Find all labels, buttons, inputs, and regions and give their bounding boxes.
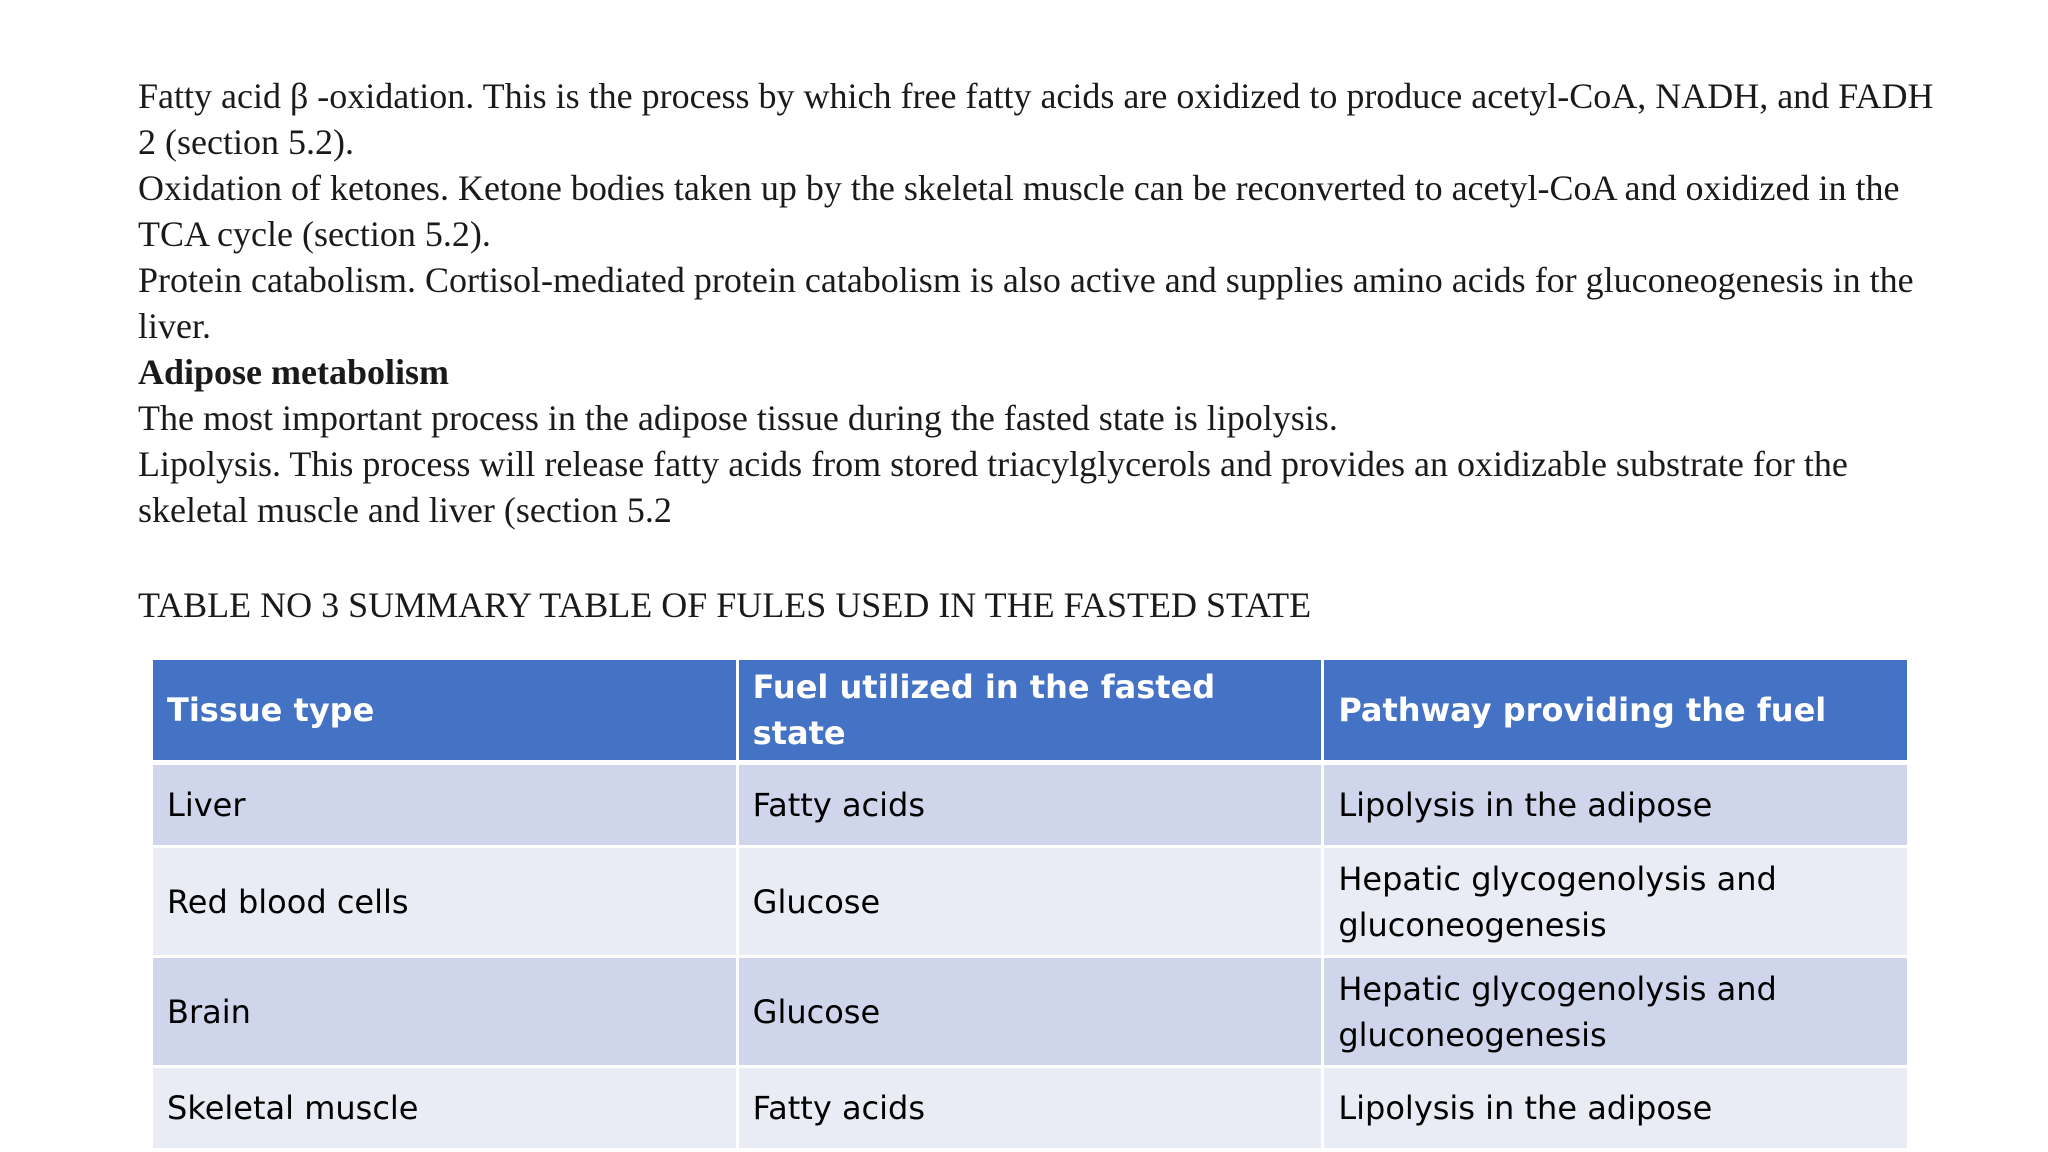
- table-row: [152, 847, 1909, 957]
- table-header-row: [152, 659, 1909, 763]
- table-row: [152, 957, 1909, 1067]
- table-cell-tissue: Liver: [152, 763, 738, 847]
- table-cell-pathway: Lipolysis in the adipose: [1323, 1067, 1909, 1150]
- table-row: [152, 1067, 1909, 1150]
- table-cell-fuel: Fatty acids: [737, 1067, 1323, 1150]
- table-cell-tissue: Red blood cells: [152, 847, 738, 957]
- column-header-fuel: Fuel utilized in the fasted state: [737, 659, 1323, 763]
- paragraph-adipose-intro: The most important process in the adipose tissue during the fasted state is lipolysis.: [138, 398, 1338, 438]
- table-cell-fuel: Glucose: [737, 957, 1323, 1067]
- fuel-summary-table: [150, 657, 1910, 1151]
- section-heading-adipose: Adipose metabolism: [138, 352, 450, 392]
- body-text: [138, 73, 1958, 533]
- table-cell-fuel: Glucose: [737, 847, 1323, 957]
- table-caption: TABLE NO 3 SUMMARY TABLE OF FULES USED IN THE FASTED STATE: [138, 585, 1312, 625]
- table-row: [152, 763, 1909, 847]
- paragraph-ketone-oxidation: Oxidation of ketones. Ketone bodies taken up by the skeletal muscle can be reconverted to acetyl-CoA and oxidized in the TCA cycle (section 5.2).: [138, 168, 1900, 254]
- table-cell-tissue: Skeletal muscle: [152, 1067, 738, 1150]
- column-header-pathway: Pathway providing the fuel: [1323, 659, 1909, 763]
- table-cell-pathway: Hepatic glycogenolysis and gluconeogenesis: [1323, 847, 1909, 957]
- column-header-tissue-type: Tissue type: [152, 659, 738, 763]
- paragraph-lipolysis: Lipolysis. This process will release fatty acids from stored triacylglycerols and provides an oxidizable substrate for the skeletal muscle and liver (section 5.2: [138, 444, 1848, 530]
- table-cell-pathway: Hepatic glycogenolysis and gluconeogenesis: [1323, 957, 1909, 1067]
- table-cell-tissue: Brain: [152, 957, 738, 1067]
- table-cell-pathway: Lipolysis in the adipose: [1323, 763, 1909, 847]
- paragraph-beta-oxidation: Fatty acid β -oxidation. This is the process by which free fatty acids are oxidized to produce acetyl-CoA, NADH, and FADH 2 (section 5.2).: [138, 76, 1934, 162]
- paragraph-protein-catabolism: Protein catabolism. Cortisol-mediated protein catabolism is also active and supplies amino acids for gluconeogenesis in the liver.: [138, 260, 1914, 346]
- table-cell-fuel: Fatty acids: [737, 763, 1323, 847]
